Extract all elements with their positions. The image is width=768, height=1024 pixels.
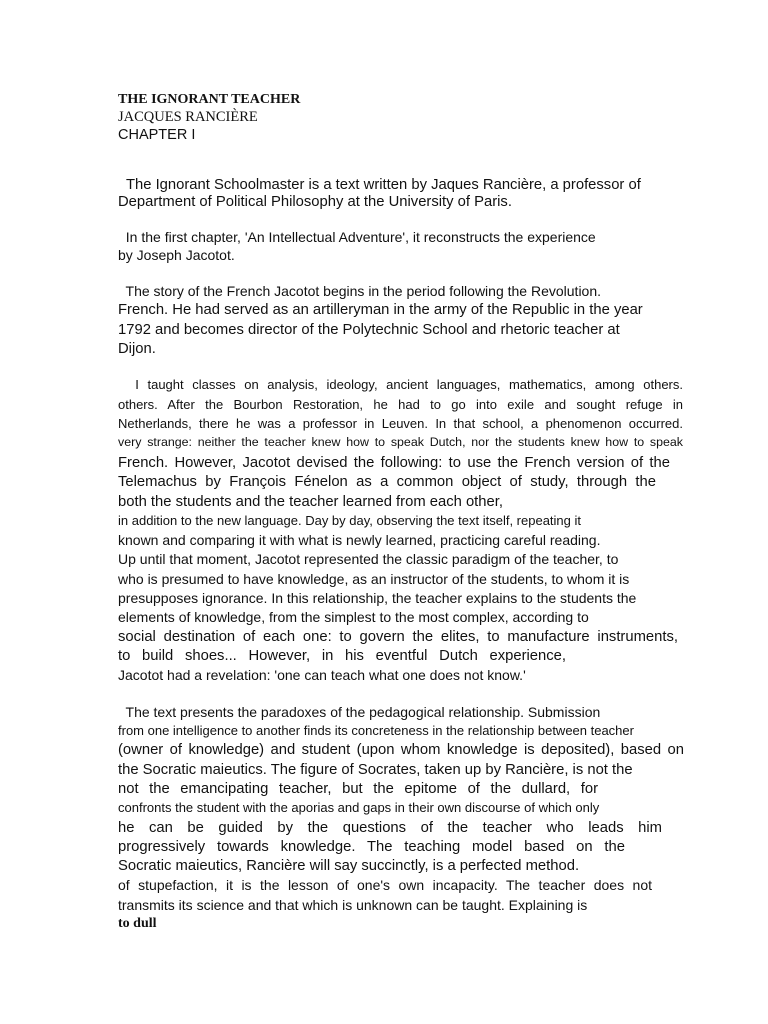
text-line: of stupefaction, it is the lesson of one's own incapacity. The teacher does not [118, 877, 652, 893]
document-author: JACQUES RANCIÈRE [118, 109, 258, 125]
text-line: to build shoes... However, in his eventful Dutch experience, [118, 648, 566, 664]
text-line: very strange: neither the teacher knew how to speak Dutch, nor the students knew how to speak [118, 435, 683, 449]
text-line: Telemachus by François Fénelon as a common object of study, through the [118, 474, 656, 490]
text-line: Department of Political Philosophy at the University of Paris. [118, 194, 512, 210]
text-line: both the students and the teacher learned from each other, [118, 494, 503, 510]
text-line: elements of knowledge, from the simplest to the most complex, according to [118, 609, 589, 625]
text-line: French. However, Jacotot devised the following: to use the French version of the [118, 455, 670, 471]
text-line: transmits its science and that which is unknown can be taught. Explaining is [118, 897, 588, 913]
text-line: progressively towards knowledge. The teaching model based on the [118, 839, 625, 855]
closing-bold-text: to dull [118, 916, 157, 931]
text-line: Dijon. [118, 341, 156, 357]
text-line: (owner of knowledge) and student (upon whom knowledge is deposited), based on [118, 742, 684, 758]
text-line: others. After the Bourbon Restoration, he had to go into exile and sought refuge in [118, 397, 683, 412]
text-line: Up until that moment, Jacotot represented the classic paradigm of the teacher, to [118, 551, 619, 567]
text-line: social destination of each one: to govern the elites, to manufacture instruments, [118, 629, 678, 645]
text-line: in addition to the new language. Day by day, observing the text itself, repeating it [118, 513, 581, 528]
text-line: known and comparing it with what is newly learned, practicing careful reading. [118, 532, 601, 548]
text-line: In the first chapter, 'An Intellectual Adventure', it reconstructs the experience [118, 229, 596, 245]
text-line: Netherlands, there he was a professor in Leuven. In that school, a phenomenon occurred. [118, 416, 683, 431]
text-line: confronts the student with the aporias and gaps in their own discourse of which only [118, 800, 600, 815]
text-line: The Ignorant Schoolmaster is a text written by Jaques Rancière, a professor of [118, 177, 641, 193]
chapter-heading: CHAPTER I [118, 127, 196, 143]
text-line: The text presents the paradoxes of the pedagogical relationship. Submission [118, 704, 601, 720]
text-line: I taught classes on analysis, ideology, ancient languages, mathematics, among others. [118, 377, 683, 392]
text-line: 1792 and becomes director of the Polytechnic School and rhetoric teacher at [118, 322, 620, 338]
text-line: Socratic maieutics, Rancière will say succinctly, is a perfected method. [118, 858, 580, 874]
text-line: who is presumed to have knowledge, as an instructor of the students, to whom it is [118, 571, 630, 587]
text-line: the Socratic maieutics. The figure of Socrates, taken up by Rancière, is not the [118, 762, 633, 778]
text-line: Jacotot had a revelation: 'one can teach what one does not know.' [118, 667, 526, 683]
text-line: presupposes ignorance. In this relationship, the teacher explains to the students the [118, 590, 637, 606]
text-line: he can be guided by the questions of the teacher who leads him [118, 820, 662, 836]
text-line: French. He had served as an artilleryman in the army of the Republic in the year [118, 302, 643, 318]
text-line: not the emancipating teacher, but the epitome of the dullard, for [118, 781, 598, 797]
document-title: THE IGNORANT TEACHER [118, 92, 301, 107]
text-line: by Joseph Jacotot. [118, 247, 235, 263]
text-line: from one intelligence to another finds its concreteness in the relationship between teacher [118, 723, 634, 738]
text-line: The story of the French Jacotot begins in the period following the Revolution. [118, 283, 602, 299]
